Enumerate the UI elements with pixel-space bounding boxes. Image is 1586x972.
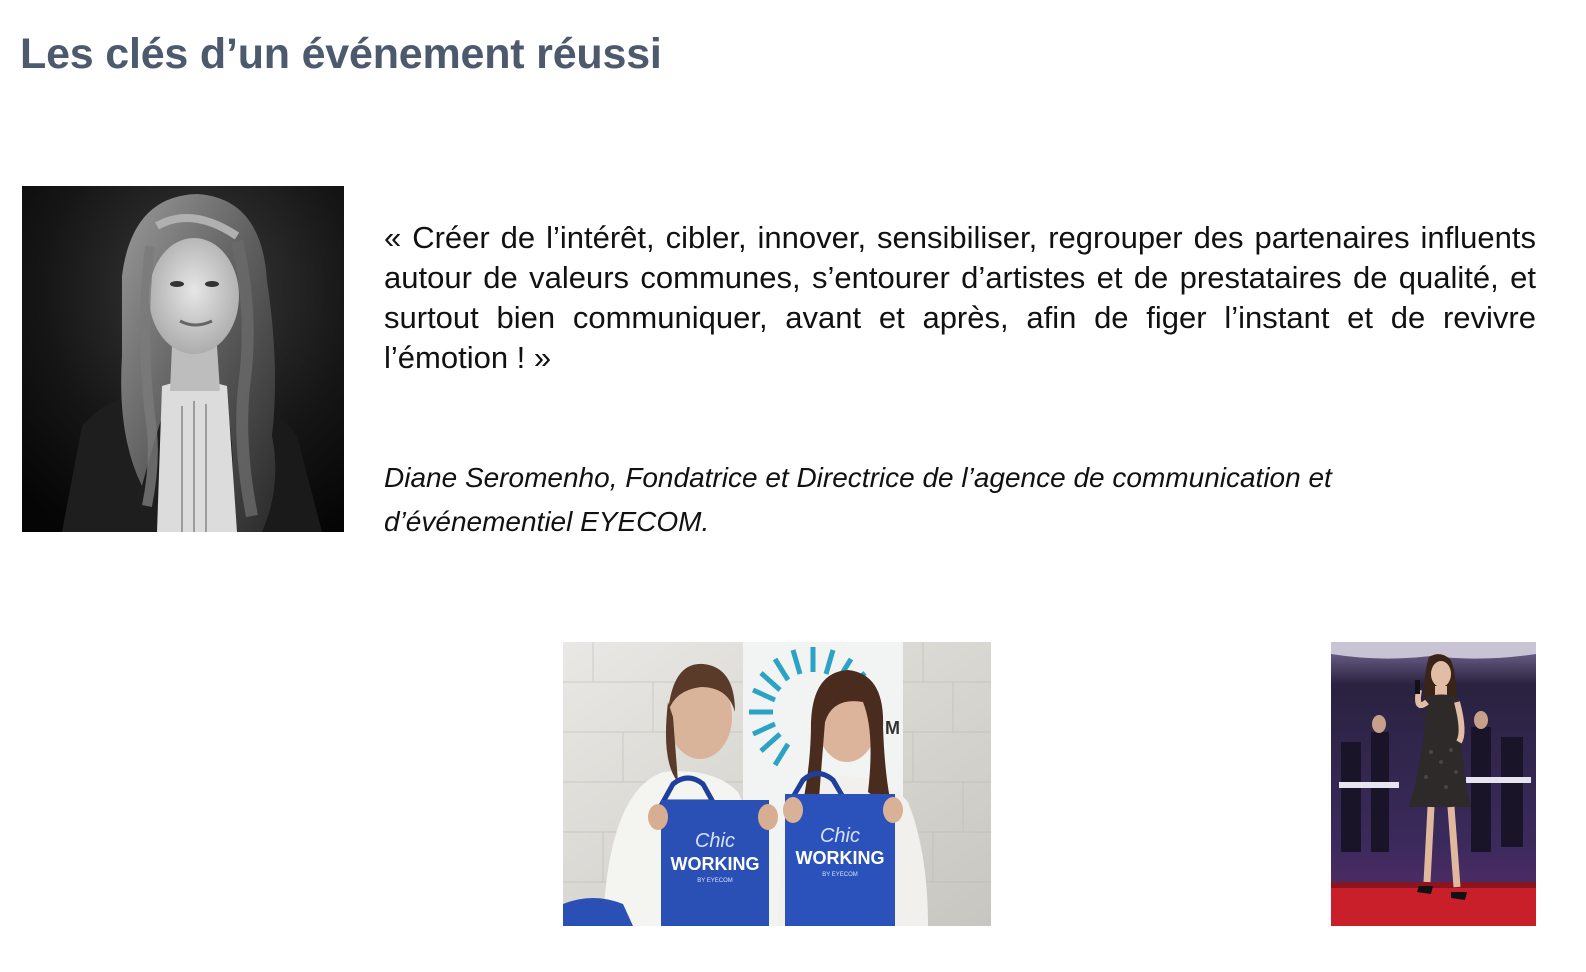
bag-left-script: Chic: [694, 830, 736, 852]
bag-right-script: Chic: [819, 825, 861, 847]
page-title: Les clés d’un événement réussi: [20, 30, 662, 78]
banner-letters: M: [885, 718, 900, 738]
testimonial-quote: « Créer de l’intérêt, cibler, innover, sensibiliser, regrouper des partenaires influents autour de valeurs communes, s’entourer d’artistes et de prestataires de qualité, et surtout bien communiquer, avant et après, afin de figer l’instant et de revivre l’émotion ! »: [384, 220, 1536, 375]
bag-left-sub: BY EYECOM: [697, 878, 733, 884]
bag-right-sub: BY EYECOM: [822, 872, 858, 878]
hostesses-photo: [563, 642, 991, 926]
speaker-photo: [1331, 642, 1536, 926]
quote-attribution: Diane Seromenho, Fondatrice et Directrice de l’agence de communication et d’événementiel EYECOM.: [384, 462, 1332, 537]
bag-left-label: WORKING: [670, 854, 760, 874]
portrait-photo: [22, 186, 344, 532]
bag-right-label: WORKING: [795, 848, 885, 868]
